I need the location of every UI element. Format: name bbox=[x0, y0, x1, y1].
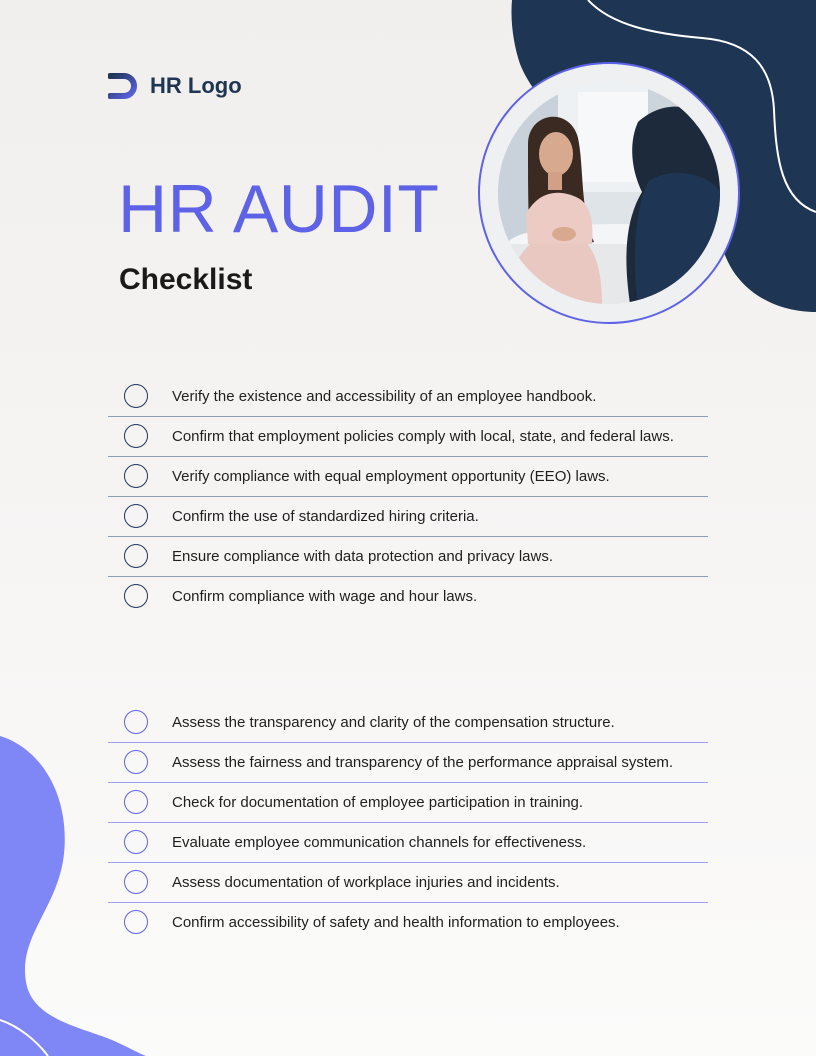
checkbox[interactable] bbox=[124, 584, 148, 608]
checklist-item bbox=[108, 576, 708, 616]
checklist-item-label: Confirm compliance with wage and hour laws. bbox=[172, 587, 478, 605]
checklist-item-label: Confirm accessibility of safety and health information to employees. bbox=[172, 913, 620, 931]
checklist-item bbox=[108, 702, 708, 742]
checklist-item bbox=[108, 416, 708, 456]
checkbox[interactable] bbox=[124, 710, 148, 734]
checklist-item-label: Confirm that employment policies comply with local, state, and federal laws. bbox=[172, 427, 674, 445]
checklist-item bbox=[108, 536, 708, 576]
checkbox[interactable] bbox=[124, 544, 148, 568]
checklist-item bbox=[108, 496, 708, 536]
checklist-item bbox=[108, 822, 708, 862]
checklist-item bbox=[108, 376, 708, 416]
checklist-item bbox=[108, 456, 708, 496]
checkbox[interactable] bbox=[124, 464, 148, 488]
checklist-item bbox=[108, 862, 708, 902]
checkbox[interactable] bbox=[124, 910, 148, 934]
page-title: HR AUDIT bbox=[118, 171, 440, 247]
checkbox[interactable] bbox=[124, 384, 148, 408]
brand-logo[interactable] bbox=[108, 70, 242, 102]
checklist-item-label: Verify the existence and accessibility of an employee handbook. bbox=[172, 387, 597, 405]
checklist-item-label: Ensure compliance with data protection and privacy laws. bbox=[172, 547, 554, 565]
checklist-item-label: Check for documentation of employee participation in training. bbox=[172, 793, 584, 811]
hr-logo-icon bbox=[108, 70, 140, 102]
checklist-item-label: Confirm the use of standardized hiring criteria. bbox=[172, 507, 479, 525]
checkbox[interactable] bbox=[124, 790, 148, 814]
checklist-item bbox=[108, 782, 708, 822]
checkbox[interactable] bbox=[124, 750, 148, 774]
checkbox[interactable] bbox=[124, 424, 148, 448]
checklist-item-label: Assess the transparency and clarity of the compensation structure. bbox=[172, 713, 615, 731]
checkbox[interactable] bbox=[124, 830, 148, 854]
checklist-item-label: Assess the fairness and transparency of the performance appraisal system. bbox=[172, 753, 674, 771]
interview-illustration bbox=[498, 82, 720, 304]
page-subtitle: Checklist bbox=[119, 263, 253, 296]
interview-photo bbox=[498, 82, 720, 304]
checklist-item-label: Evaluate employee communication channels for effectiveness. bbox=[172, 833, 587, 851]
checklist-section-1 bbox=[108, 376, 708, 616]
checklist-section-2 bbox=[108, 702, 708, 942]
logo-text: HR Logo bbox=[150, 73, 242, 98]
checklist-item-label: Assess documentation of workplace injuries and incidents. bbox=[172, 873, 560, 891]
checkbox[interactable] bbox=[124, 504, 148, 528]
checklist-item bbox=[108, 742, 708, 782]
checkbox[interactable] bbox=[124, 870, 148, 894]
checklist-item bbox=[108, 902, 708, 942]
checklist-item-label: Verify compliance with equal employment opportunity (EEO) laws. bbox=[172, 467, 610, 485]
